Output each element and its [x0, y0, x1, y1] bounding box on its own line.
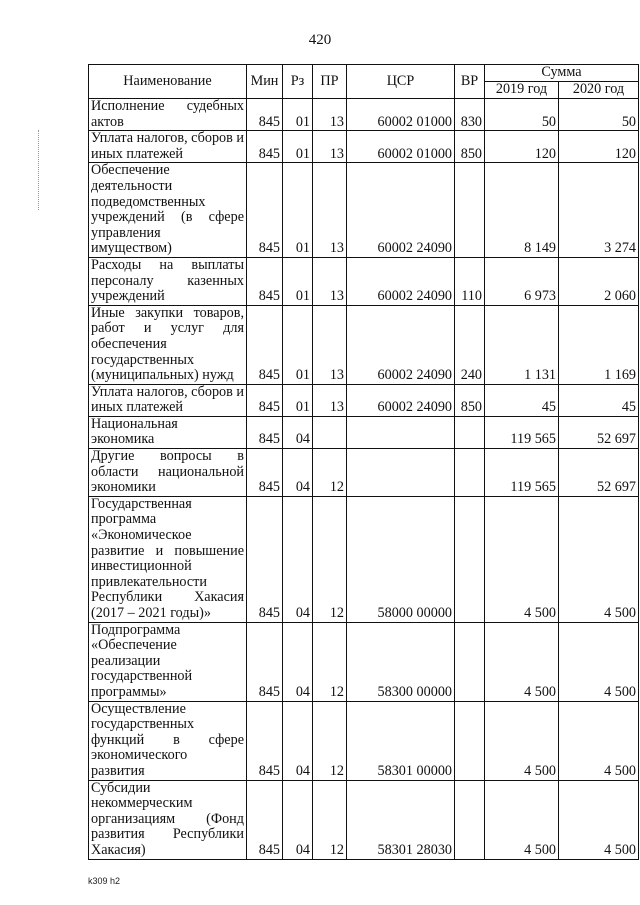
cell-name: Расходы на выплаты персоналу казенных учреждений: [89, 257, 247, 305]
table-row: [89, 449, 639, 497]
cell-2019: 50: [485, 99, 559, 131]
cell-rz: 04: [283, 449, 313, 497]
cell-name: Национальная экономика: [89, 416, 247, 448]
cell-min: 845: [247, 416, 283, 448]
cell-vr: 830: [455, 99, 485, 131]
cell-2019: 4 500: [485, 622, 559, 701]
cell-min: 845: [247, 449, 283, 497]
cell-rz: 04: [283, 622, 313, 701]
cell-pr: 12: [313, 449, 347, 497]
cell-min: 845: [247, 384, 283, 416]
header-sum: Сумма: [485, 65, 639, 82]
margin-marks: [38, 130, 41, 210]
cell-min: 845: [247, 131, 283, 163]
cell-vr: [455, 416, 485, 448]
header-year-2019: 2019 год: [485, 82, 559, 99]
cell-pr: 13: [313, 163, 347, 258]
cell-vr: [455, 449, 485, 497]
cell-csr: 60002 24090: [347, 305, 455, 384]
table-row: [89, 384, 639, 416]
cell-csr: 60002 24090: [347, 257, 455, 305]
cell-2020: 1 169: [559, 305, 639, 384]
cell-rz: 01: [283, 131, 313, 163]
table-row: [89, 257, 639, 305]
cell-2020: 4 500: [559, 496, 639, 622]
cell-min: 845: [247, 257, 283, 305]
header-name: Наименование: [89, 65, 247, 99]
cell-rz: 01: [283, 257, 313, 305]
header-vr: ВР: [455, 65, 485, 99]
cell-min: 845: [247, 99, 283, 131]
cell-pr: 13: [313, 257, 347, 305]
cell-name: Субсидии некоммерческим организациям (Фонд развития Республики Хакасия): [89, 780, 247, 859]
cell-rz: 01: [283, 163, 313, 258]
cell-csr: 60002 01000: [347, 131, 455, 163]
cell-rz: 01: [283, 305, 313, 384]
cell-vr: 110: [455, 257, 485, 305]
cell-rz: 01: [283, 384, 313, 416]
cell-2020: 4 500: [559, 701, 639, 780]
cell-vr: [455, 701, 485, 780]
cell-2020: 2 060: [559, 257, 639, 305]
cell-min: 845: [247, 622, 283, 701]
cell-pr: [313, 416, 347, 448]
table-row: [89, 99, 639, 131]
cell-vr: 850: [455, 384, 485, 416]
cell-pr: 12: [313, 780, 347, 859]
cell-2020: 45: [559, 384, 639, 416]
header-csr: ЦСР: [347, 65, 455, 99]
cell-name: Уплата налогов, сборов и иных платежей: [89, 384, 247, 416]
table-row: [89, 305, 639, 384]
cell-csr: [347, 449, 455, 497]
cell-pr: 13: [313, 305, 347, 384]
cell-csr: 58301 00000: [347, 701, 455, 780]
header-pr: ПР: [313, 65, 347, 99]
cell-csr: [347, 416, 455, 448]
cell-csr: 60002 24090: [347, 384, 455, 416]
table-row: [89, 701, 639, 780]
cell-pr: 13: [313, 131, 347, 163]
cell-2019: 6 973: [485, 257, 559, 305]
cell-name: Другие вопросы в области национальной экономики: [89, 449, 247, 497]
cell-min: 845: [247, 163, 283, 258]
cell-rz: 04: [283, 701, 313, 780]
table-row: [89, 496, 639, 622]
cell-min: 845: [247, 780, 283, 859]
cell-2020: 4 500: [559, 622, 639, 701]
cell-name: Обеспечение деятельности подведомственных учреждений (в сфере управления имуществом): [89, 163, 247, 258]
budget-table: [88, 64, 639, 860]
table-row: [89, 780, 639, 859]
cell-vr: 850: [455, 131, 485, 163]
cell-2020: 3 274: [559, 163, 639, 258]
cell-2019: 119 565: [485, 449, 559, 497]
cell-min: 845: [247, 305, 283, 384]
table-row: [89, 163, 639, 258]
cell-2019: 8 149: [485, 163, 559, 258]
cell-rz: 04: [283, 780, 313, 859]
cell-vr: 240: [455, 305, 485, 384]
cell-pr: 12: [313, 622, 347, 701]
table-body: [89, 99, 639, 860]
cell-rz: 04: [283, 416, 313, 448]
cell-vr: [455, 780, 485, 859]
cell-2020: 52 697: [559, 416, 639, 448]
cell-csr: 58000 00000: [347, 496, 455, 622]
cell-2019: 4 500: [485, 496, 559, 622]
cell-2019: 119 565: [485, 416, 559, 448]
header-min: Мин: [247, 65, 283, 99]
cell-name: Иные закупки товаров, работ и услуг для обеспечения государственных (муниципальных) нужд: [89, 305, 247, 384]
cell-vr: [455, 496, 485, 622]
cell-2020: 52 697: [559, 449, 639, 497]
cell-2019: 120: [485, 131, 559, 163]
cell-pr: 13: [313, 384, 347, 416]
cell-name: Уплата налогов, сборов и иных платежей: [89, 131, 247, 163]
cell-csr: 58300 00000: [347, 622, 455, 701]
cell-2019: 1 131: [485, 305, 559, 384]
header-rz: Рз: [283, 65, 313, 99]
cell-csr: 60002 24090: [347, 163, 455, 258]
cell-min: 845: [247, 496, 283, 622]
cell-2019: 4 500: [485, 701, 559, 780]
cell-pr: 12: [313, 496, 347, 622]
cell-csr: 58301 28030: [347, 780, 455, 859]
footer-code: k309 h2: [88, 876, 121, 886]
cell-2020: 120: [559, 131, 639, 163]
cell-csr: 60002 01000: [347, 99, 455, 131]
cell-2020: 4 500: [559, 780, 639, 859]
cell-rz: 01: [283, 99, 313, 131]
cell-pr: 12: [313, 701, 347, 780]
cell-name: Подпрограмма «Обеспечение реализации государственной программы»: [89, 622, 247, 701]
cell-rz: 04: [283, 496, 313, 622]
cell-2019: 45: [485, 384, 559, 416]
cell-name: Исполнение судебных актов: [89, 99, 247, 131]
table-row: [89, 131, 639, 163]
cell-vr: [455, 622, 485, 701]
cell-pr: 13: [313, 99, 347, 131]
cell-vr: [455, 163, 485, 258]
header-year-2020: 2020 год: [559, 82, 639, 99]
cell-name: Государственная программа «Экономическое развитие и повышение инвестиционной привлекательности Республики Хакасия (2017 – 2021 годы)»: [89, 496, 247, 622]
cell-2020: 50: [559, 99, 639, 131]
header-row: [89, 65, 639, 82]
cell-min: 845: [247, 701, 283, 780]
table-row: [89, 416, 639, 448]
table-row: [89, 622, 639, 701]
cell-name: Осуществление государственных функций в сфере экономического развития: [89, 701, 247, 780]
cell-2019: 4 500: [485, 780, 559, 859]
page-number: 420: [308, 32, 332, 48]
